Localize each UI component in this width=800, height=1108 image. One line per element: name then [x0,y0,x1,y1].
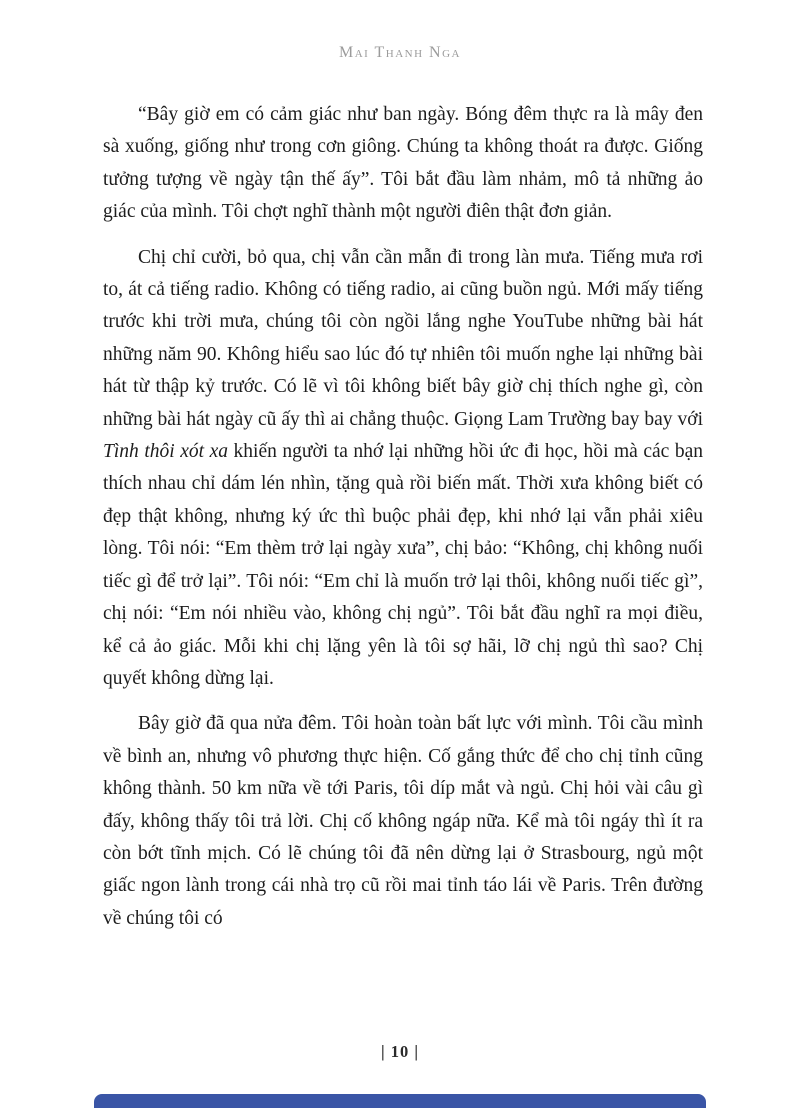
paragraph [103,99,703,229]
text-segment: khiến người ta nhớ lại những hồi ức đi học, hồi mà các bạn thích nhau chỉ dám lén nhìn, tặng quà rồi biến mất. Thời xưa không biết có đẹp thật không, nhưng ký ức thì buộc phải đẹp, khi nhớ lại vẫn phải xiêu lòng. Tôi nói: “Em thèm trở lại ngày xưa”, chị bảo: “Không, chị không nuối tiếc gì để trở lại”. Tôi nói: “Em chỉ là muốn trở lại thôi, không nuối tiếc gì”, chị nói: “Em nói nhiều vào, không chị ngủ”. Tôi bắt đầu nghĩ ra mọi điều, kể cả ảo giác. Mỗi khi chị lặng yên là tôi sợ hãi, lỡ chị ngủ thì sao? Chị quyết không dừng lại. [103,441,704,689]
page-number: | 10 | [380,1042,420,1061]
running-header: Mai Thanh Nga [338,44,462,61]
paragraph [103,708,703,935]
book-cover-edge [94,1094,706,1108]
text-segment: Chị chỉ cười, bỏ qua, chị vẫn cần mẫn đi trong làn mưa. Tiếng mưa rơi to, át cả tiếng radio. Không có tiếng radio, ai cũng buồn ngủ. Mới mấy tiếng trước khi trời mưa, chúng tôi còn ngồi lắng nghe YouTube những bài hát những năm 90. Không hiểu sao lúc đó tự nhiên tôi muốn nghe lại những bài hát từ thập kỷ trước. Có lẽ vì tôi không biết bây giờ chị thích nghe gì, còn những bài hát ngày cũ ấy thì ai chẳng thuộc. Giọng Lam Trường bay bay với [103,246,703,430]
text-segment: “Bây giờ em có cảm giác như ban ngày. Bóng đêm thực ra là mây đen sà xuống, giống như trong cơn giông. Chúng ta không thoát ra được. Giống tưởng tượng về ngày tận thế ấy”. Tôi bắt đầu làm nhảm, mô tả những ảo giác của mình. Tôi chợt nghĩ thành một người điên thật đơn giản. [103,104,703,223]
text-segment: Tình thôi xót xa [103,441,228,463]
text-block [103,99,703,948]
text-segment: Bây giờ đã qua nửa đêm. Tôi hoàn toàn bất lực với mình. Tôi cầu mình về bình an, nhưng vô phương thực hiện. Cố gắng thức để cho chị tỉnh cũng không thành. 50 km nữa về tới Paris, tôi díp mắt và ngủ. Chị hỏi vài câu gì đấy, không thấy tôi trả lời. Chị cố không ngáp nữa. Kể mà tôi ngáy thì ít ra còn bớt tĩnh mịch. Có lẽ chúng tôi đã nên dừng lại ở Strasbourg, ngủ một giấc ngon lành trong cái nhà trọ cũ rồi mai tỉnh táo lái về Paris. Trên đường về chúng tôi có [103,713,703,929]
page-footer [0,1042,800,1062]
paragraph [103,242,703,696]
